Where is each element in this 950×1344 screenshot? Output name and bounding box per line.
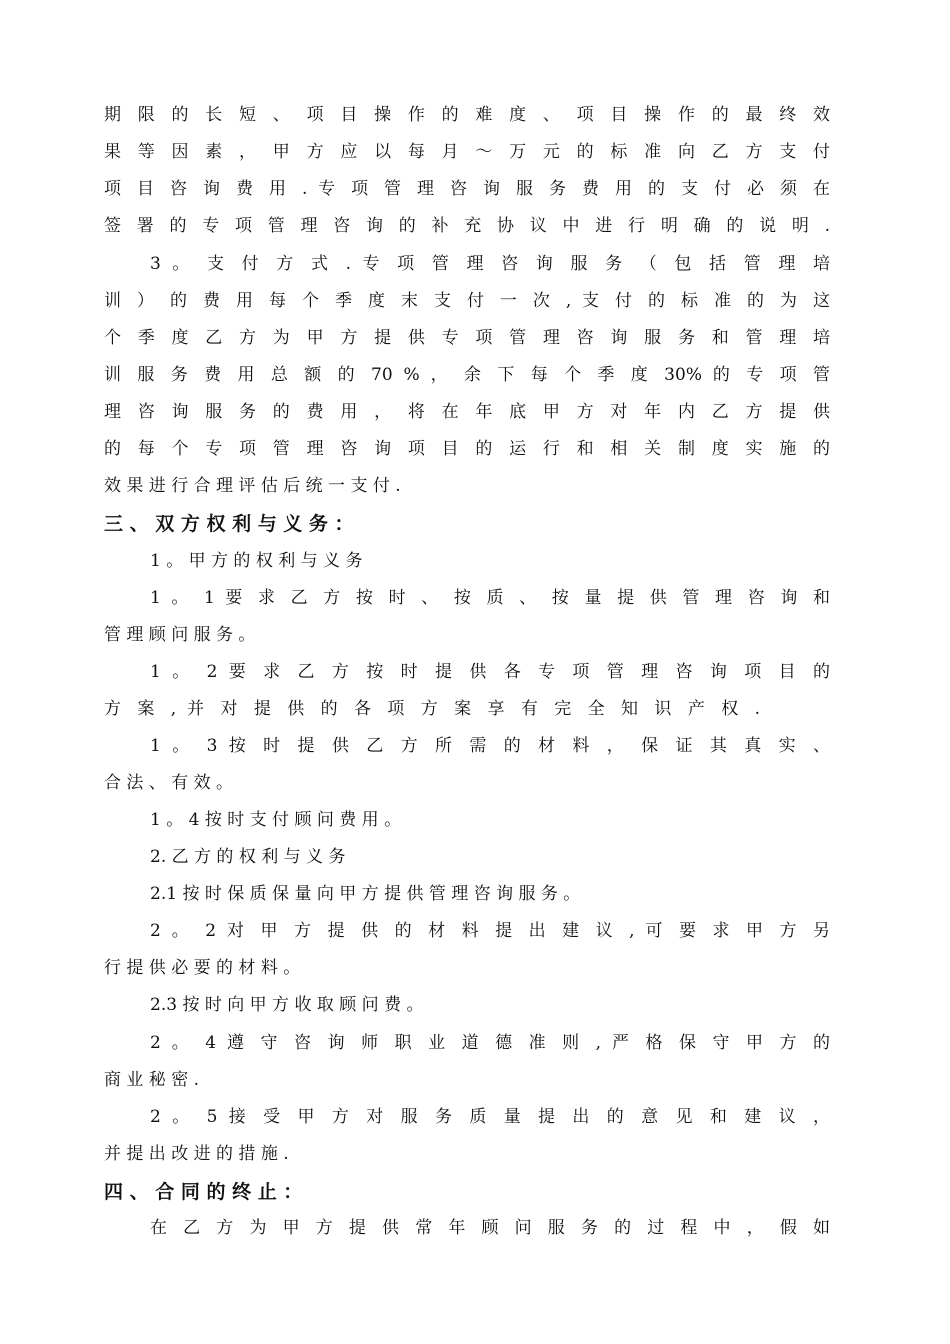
paragraph-line: 个 季 度 乙 方 为 甲 方 提 供 专 项 管 理 咨 询 服 务 和 管 理 培 [104, 328, 830, 348]
paragraph-line: 2.3 按 时 向 甲 方 收 取 顾 问 费 。 [150, 995, 424, 1015]
paragraph-line: 训 服 务 费 用 总 额 的 70 % ， 余 下 每 个 季 度 30% 的 专 项 管 [104, 365, 830, 385]
paragraph-line: 理 咨 询 服 务 的 费 用 ， 将 在 年 底 甲 方 对 年 内 乙 方 提 供 [104, 402, 830, 422]
paragraph-line: 行 提 供 必 要 的 材 料 。 [104, 958, 301, 978]
paragraph-line: 合 法 、 有 效 。 [104, 773, 234, 793]
paragraph-line: 管 理 顾 问 服 务 。 [104, 625, 256, 645]
paragraph-line: 并 提 出 改 进 的 措 施 . [104, 1144, 289, 1164]
section-heading-3: 三 、 双 方 权 利 与 义 务 ： [104, 513, 354, 535]
paragraph-line: 2.1 按 时 保 质 保 量 向 甲 方 提 供 管 理 咨 询 服 务 。 [150, 884, 581, 904]
paragraph-line: 1 。 1 要 求 乙 方 按 时 、 按 质 、 按 量 提 供 管 理 咨 询 和 [150, 588, 830, 608]
paragraph-line: 2 。 2 对 甲 方 提 供 的 材 料 提 出 建 议 , 可 要 求 甲 方 另 [150, 921, 830, 941]
paragraph-line: 1 。 2 要 求 乙 方 按 时 提 供 各 专 项 管 理 咨 询 项 目 的 [150, 662, 830, 682]
paragraph-line: 方 案 , 并 对 提 供 的 各 项 方 案 享 有 完 全 知 识 产 权 . [104, 699, 760, 719]
paragraph-line: 在 乙 方 为 甲 方 提 供 常 年 顾 问 服 务 的 过 程 中 ， 假 如 [150, 1218, 830, 1238]
paragraph-line: 2 。 5 接 受 甲 方 对 服 务 质 量 提 出 的 意 见 和 建 议 ， [150, 1107, 830, 1127]
paragraph-line: 效 果 进 行 合 理 评 估 后 统 一 支 付 . [104, 476, 401, 496]
paragraph-line: 1 。 4 按 时 支 付 顾 问 费 用 。 [150, 810, 402, 830]
paragraph-line: 1 。 3 按 时 提 供 乙 方 所 需 的 材 料 ， 保 证 其 真 实 、 [150, 736, 830, 756]
paragraph-line: 2 。 4 遵 守 咨 询 师 职 业 道 德 准 则 , 严 格 保 守 甲 方 的 [150, 1033, 830, 1053]
paragraph-line: 的 每 个 专 项 管 理 咨 询 项 目 的 运 行 和 相 关 制 度 实 施 的 [104, 439, 830, 459]
paragraph-line: 果 等 因 素 ， 甲 方 应 以 每 月 ～ 万 元 的 标 准 向 乙 方 支 付 [104, 142, 830, 162]
subheading-line: 1 。 甲 方 的 权 利 与 义 务 [150, 551, 363, 571]
paragraph-line: 商 业 秘 密 . [104, 1070, 200, 1090]
paragraph-line: 项 目 咨 询 费 用 . 专 项 管 理 咨 询 服 务 费 用 的 支 付 必 须 在 [104, 179, 830, 199]
section-heading-4: 四 、 合 同 的 终 止 ： [104, 1181, 303, 1203]
paragraph-line: 训 ） 的 费 用 每 个 季 度 末 支 付 一 次 , 支 付 的 标 准 的 为 这 [104, 291, 830, 311]
paragraph-line: 签 署 的 专 项 管 理 咨 询 的 补 充 协 议 中 进 行 明 确 的 说 明 . [104, 216, 830, 236]
paragraph-line: 期 限 的 长 短 、 项 目 操 作 的 难 度 、 项 目 操 作 的 最 终 效 [104, 105, 830, 125]
subheading-line: 2. 乙 方 的 权 利 与 义 务 [150, 847, 346, 867]
paragraph-line: 3 。 支 付 方 式 . 专 项 管 理 咨 询 服 务 （ 包 括 管 理 培 [150, 254, 830, 274]
